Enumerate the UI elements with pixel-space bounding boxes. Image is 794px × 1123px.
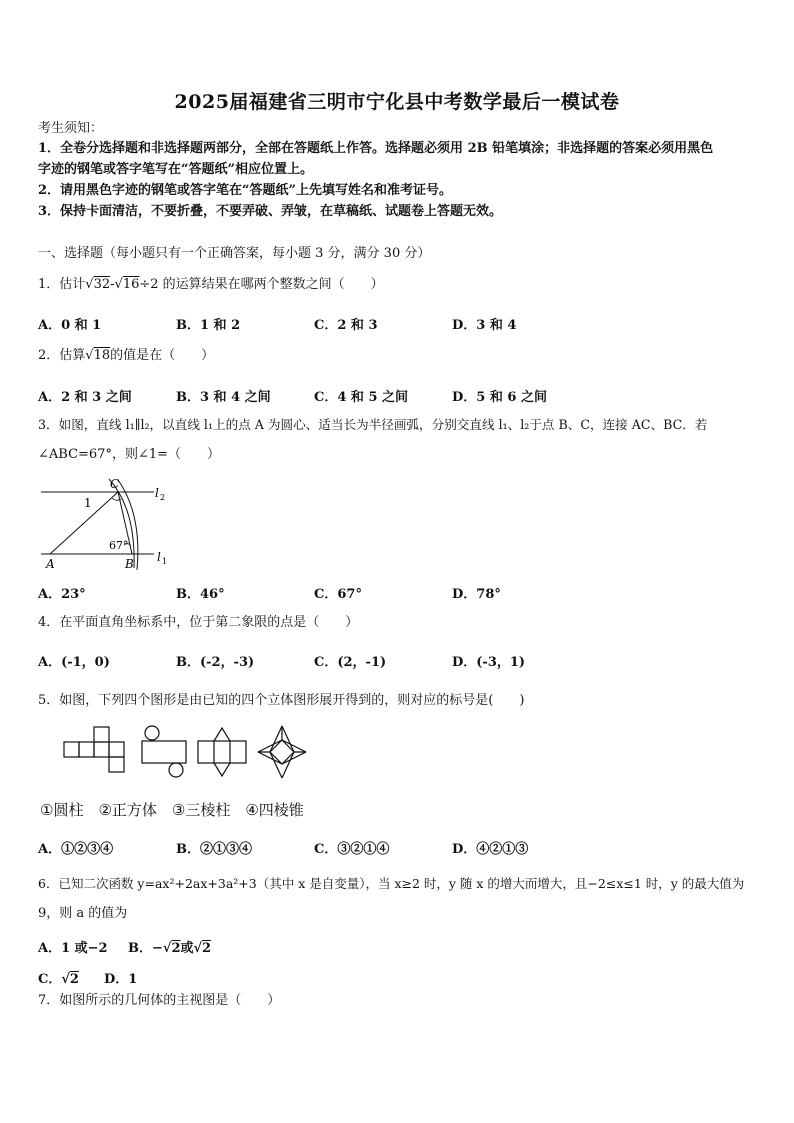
q2-suffix: 的值是在（ ） (110, 348, 215, 363)
page-title: 2025届福建省三明市宁化县中考数学最后一模试卷 (174, 91, 620, 113)
sqrt-symbol: √ (85, 277, 94, 292)
sqrt-symbol: √ (193, 941, 203, 956)
point-b-label: B (125, 557, 134, 571)
q4-option-c: C．(2，-1) (314, 655, 387, 670)
question-2 (38, 348, 214, 364)
angle-1-label: 1 (84, 496, 92, 510)
angle-67-label: 67° (109, 539, 129, 552)
notice-heading: 考生须知： (38, 121, 104, 136)
q4-option-a: A．(-1，0) (38, 655, 110, 670)
q2-radicand: 18 (93, 348, 111, 363)
question-4: 4．在平面直角坐标系中，位于第二象限的点是（ ） (38, 615, 359, 630)
q2-option-c: C．4 和 5 之间 (314, 390, 409, 405)
q1-minus: - (110, 277, 115, 292)
l2-subscript: 2 (160, 493, 166, 502)
q3-option-a: A．23° (38, 587, 86, 602)
l1-subscript: 1 (162, 557, 168, 566)
q3-option-c: C．67° (314, 587, 362, 602)
l2-label: l (155, 486, 159, 500)
question-3-line-1: 3．如图，直线 l₁∥l₂，以直线 l₁上的点 A 为圆心、适当长为半径画弧，分别交直线 l₁、l₂于点 B、C，连接 AC、BC．若 (38, 417, 708, 432)
q5-option-b: B．②①③④ (176, 842, 252, 857)
q1-suffix: ÷2 的运算结果在哪两个整数之间（ ） (139, 277, 384, 292)
q6-option-b-radicand-1: 2 (171, 941, 181, 956)
q5-option-d: D．④②①③ (452, 842, 529, 857)
q6-option-a: A．1 或−2 (38, 941, 108, 956)
question-6-line-1: 6．已知二次函数 y=ax²+2ax+3a²+3（其中 x 是自变量），当 x≥2 时，y 随 x 的增大而增大，且−2≤x≤1 时，y 的最大值为 (38, 876, 745, 891)
q1-prefix: 1．估计 (38, 277, 86, 292)
q5-option-c: C．③②①④ (314, 842, 390, 857)
q5-nets-figure (60, 724, 310, 780)
cylinder-net (142, 726, 186, 777)
notice-item-1: 1．全卷分选择题和非选择题两部分，全部在答题纸上作答。选择题必须用 2B 铅笔填涂；非选择题的答案必须用黑色 (38, 141, 714, 156)
point-c-label: C (110, 477, 120, 491)
q5-shape-labels: ①圆柱 ②正方体 ③三棱柱 ④四棱锥 (40, 801, 304, 819)
notice-item-3: 3．保持卡面清洁，不要折叠，不要弄破、弄皱，在草稿纸、试题卷上答题无效。 (38, 204, 503, 219)
q1-option-c: C．2 和 3 (314, 318, 378, 333)
q2-option-b: B．3 和 4 之间 (176, 390, 271, 405)
q6-option-c (38, 968, 79, 987)
question-1 (38, 277, 384, 293)
point-a-label: A (46, 557, 55, 571)
q1-option-b: B．1 和 2 (176, 318, 241, 333)
q4-option-d: D．(-3，1) (452, 655, 526, 670)
q1-option-a: A．0 和 1 (38, 318, 102, 333)
notice-item-2: 2．请用黑色字迹的钢笔或答字笔在“答题纸”上先填写姓名和准考证号。 (38, 183, 453, 198)
q2-prefix: 2．估算 (38, 348, 86, 363)
sqrt-symbol: √ (61, 972, 70, 987)
q6-option-b-or: 或 (180, 941, 194, 956)
triangular-prism-net (198, 728, 246, 776)
q6-option-b-prefix: B．− (128, 941, 163, 956)
cube-net (64, 727, 124, 772)
q6-option-c-radicand: 2 (69, 972, 79, 987)
sqrt-symbol: √ (162, 941, 172, 956)
square-pyramid-net (258, 726, 306, 778)
sqrt-symbol: √ (85, 348, 94, 363)
q5-option-a: A．①②③④ (38, 842, 114, 857)
q4-option-b: B．(-2，-3) (176, 655, 255, 670)
q6-option-d: D．1 (104, 972, 138, 987)
q1-radicand-2: 16 (122, 277, 140, 292)
l1-label: l (157, 550, 161, 564)
q3-figure (36, 474, 176, 574)
q1-option-d: D．3 和 4 (452, 318, 517, 333)
q2-option-d: D．5 和 6 之间 (452, 390, 547, 405)
section-heading: 一、选择题（每小题只有一个正确答案，每小题 3 分，满分 30 分） (38, 246, 431, 261)
q2-option-a: A．2 和 3 之间 (38, 390, 132, 405)
question-7: 7．如图所示的几何体的主视图是（ ） (38, 993, 281, 1008)
q3-option-d: D．78° (452, 587, 501, 602)
sqrt-symbol: √ (114, 277, 123, 292)
q3-option-b: B．46° (176, 587, 225, 602)
question-6-line-2: 9，则 a 的值为 (38, 906, 128, 921)
q6-option-c-prefix: C． (38, 972, 62, 987)
question-3-line-2: ∠ABC=67°，则∠1=（ ） (38, 447, 221, 462)
question-5: 5．如图，下列四个图形是由已知的四个立体图形展开得到的，则对应的标号是( ) (38, 693, 525, 708)
notice-item-1-cont: 字迹的钢笔或答字笔写在“答题纸”相应位置上。 (38, 162, 313, 177)
q6-option-b-radicand-2: 2 (202, 941, 212, 956)
q6-option-b (128, 937, 211, 956)
q1-radicand-1: 32 (93, 277, 111, 292)
